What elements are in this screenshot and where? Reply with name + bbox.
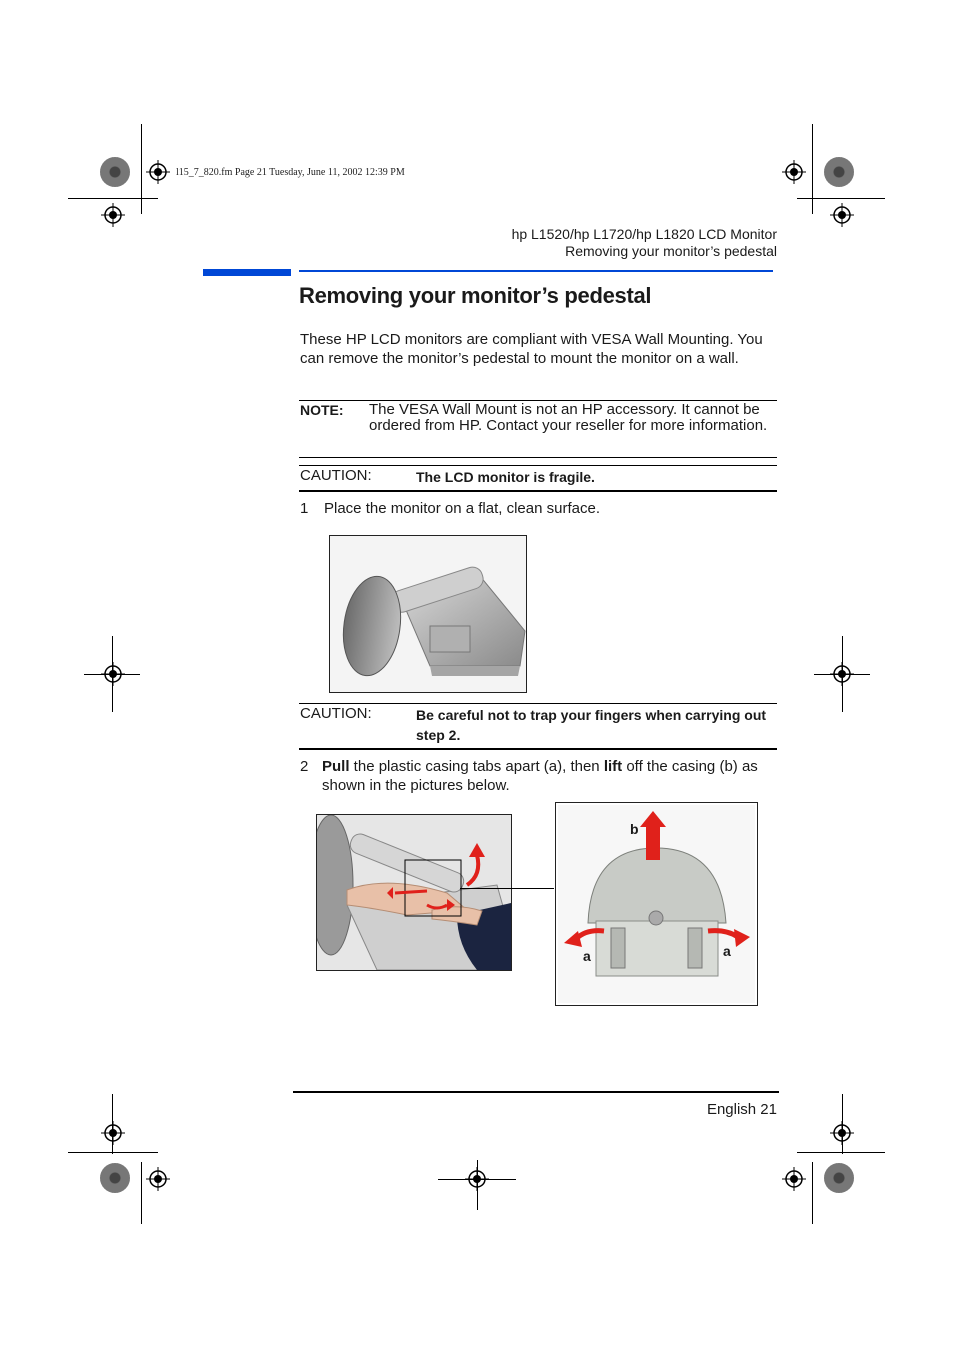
registration-target-icon xyxy=(101,203,125,227)
intro-paragraph: These HP LCD monitors are compliant with VESA Wall Mounting. You can remove the monitor’s pedestal to mount the monitor on a wall. xyxy=(300,331,763,367)
running-head-line1: hp L1520/hp L1720/hp L1820 LCD Monitor xyxy=(511,226,777,242)
section-title: Removing your monitor’s pedestal xyxy=(299,283,652,308)
running-head-line2: Removing your monitor’s pedestal xyxy=(565,243,777,259)
crop-line xyxy=(141,124,142,214)
label-a-right: a xyxy=(723,943,731,959)
registration-target-icon xyxy=(146,160,170,184)
crop-line xyxy=(477,1160,478,1210)
label-a-left: a xyxy=(583,948,591,964)
registration-target-icon xyxy=(782,160,806,184)
step2-bold-pull: Pull xyxy=(322,758,350,775)
caution1-label: CAUTION: xyxy=(300,467,372,484)
registration-rosette-icon xyxy=(824,157,854,187)
monitor-illustration xyxy=(330,536,526,692)
footer-page-label: English 21 xyxy=(706,1101,777,1118)
casing-detail-photo xyxy=(555,802,758,1006)
crop-line xyxy=(438,1179,516,1180)
accent-bar xyxy=(203,269,291,276)
casing-detail-illustration xyxy=(556,803,757,1005)
caution2-label: CAUTION: xyxy=(300,705,372,722)
registration-target-icon xyxy=(830,203,854,227)
crop-line xyxy=(812,124,813,214)
registration-rosette-icon xyxy=(824,1163,854,1193)
step2-text-part2: off the casing (b) as shown in the pictures below. xyxy=(322,758,758,794)
crop-line xyxy=(797,198,885,199)
note-label: NOTE: xyxy=(300,402,344,418)
crop-line xyxy=(84,674,140,675)
registration-target-icon xyxy=(146,1167,170,1191)
caution1-text: The LCD monitor is fragile. xyxy=(416,469,595,485)
step1-text: Place the monitor on a flat, clean surface. xyxy=(324,500,600,517)
pull-tabs-illustration xyxy=(317,815,511,970)
file-stamp: l15_7_820.fm Page 21 Tuesday, June 11, 2002 12:39 PM xyxy=(176,167,405,178)
caution2-text: Be careful not to trap your fingers when carrying out step 2. xyxy=(416,707,767,743)
footer-rule xyxy=(293,1091,779,1093)
crop-line xyxy=(814,674,870,675)
caution1-top-rule xyxy=(299,465,777,466)
registration-target-icon xyxy=(101,1121,125,1145)
caution2-bottom-rule xyxy=(299,748,777,750)
crop-line xyxy=(68,1152,158,1153)
crop-line xyxy=(68,198,158,199)
label-b: b xyxy=(630,821,639,837)
crop-line xyxy=(797,1152,885,1153)
note-text: The VESA Wall Mount is not an HP accessory. It cannot be ordered from HP. Contact your reseller for more information. xyxy=(369,401,768,434)
note-bottom-rule xyxy=(299,457,777,458)
crop-line xyxy=(842,1094,843,1154)
step2-text xyxy=(322,757,778,795)
crop-line xyxy=(812,1162,813,1224)
caution1-bottom-rule xyxy=(299,490,777,492)
pull-tabs-photo xyxy=(316,814,512,971)
caution2-top-rule xyxy=(299,703,777,704)
step2-text-part1: the plastic casing tabs apart (a), then xyxy=(349,758,604,775)
crop-line xyxy=(112,1094,113,1154)
running-head xyxy=(357,226,777,260)
step1-number: 1 xyxy=(300,500,309,517)
step2-bold-lift: lift xyxy=(603,758,623,775)
registration-rosette-icon xyxy=(100,1163,130,1193)
figure-connector-line xyxy=(460,888,554,889)
monitor-photo xyxy=(329,535,527,693)
crop-line xyxy=(141,1162,142,1224)
header-rule xyxy=(299,270,773,272)
step2-number: 2 xyxy=(300,758,309,775)
registration-target-icon xyxy=(782,1167,806,1191)
registration-rosette-icon xyxy=(100,157,130,187)
